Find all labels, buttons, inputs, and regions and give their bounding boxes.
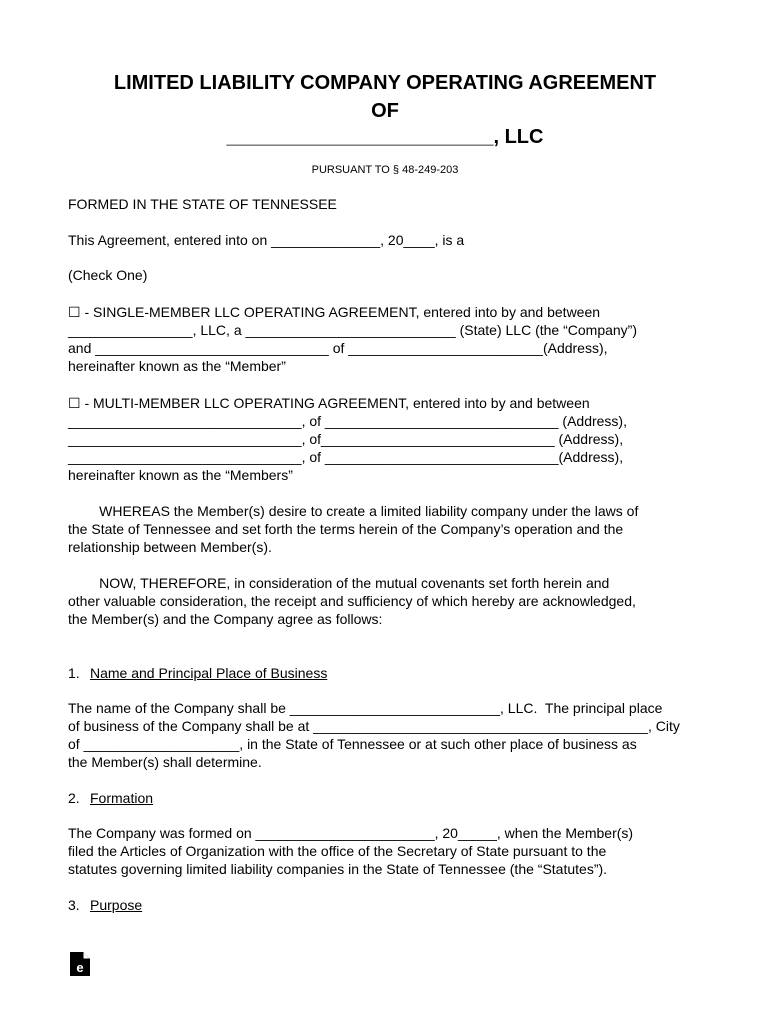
multi-member-line-4: ______________________________, of ______________________________(Address), [68, 449, 624, 465]
section-body-line: of ____________________, in the State of Tennessee or at such other place of business as [68, 736, 637, 752]
statute-reference: PURSUANT TO § 48-249-203 [311, 164, 459, 176]
check-one-label: (Check One) [68, 267, 148, 283]
section-body-line: statutes governing limited liability companies in the State of Tennessee (the “Statutes”). [68, 861, 608, 877]
section-heading: Name and Principal Place of Business [90, 665, 328, 681]
whereas-line-3: relationship between Member(s). [68, 539, 272, 555]
single-member-line-2: ________________, LLC, a ___________________________ (State) LLC (the “Company”) [68, 322, 638, 338]
agreement-date-line: This Agreement, entered into on ______________, 20____, is a [68, 232, 465, 248]
section-body-line: filed the Articles of Organization with the office of the Secretary of State pursuant to the [68, 843, 607, 859]
multi-member-line-5: hereinafter known as the “Members” [68, 467, 293, 483]
formed-state-line: FORMED IN THE STATE OF TENNESSEE [68, 196, 337, 212]
single-member-line-4: hereinafter known as the “Member” [68, 358, 286, 374]
now-therefore-line-2: other valuable consideration, the receipt and sufficiency of which hereby are acknowledged, [68, 593, 636, 609]
eforms-logo-icon [69, 951, 91, 977]
section-number: 3. [68, 897, 80, 913]
section-number: 2. [68, 790, 80, 806]
section-body-line: The Company was formed on _______________________, 20_____, when the Member(s) [68, 825, 634, 841]
whereas-line-2: the State of Tennessee and set forth the terms herein of the Company’s operation and the [68, 521, 624, 537]
svg-text:e: e [76, 960, 84, 975]
section-body-line: of business of the Company shall be at ___________________________________________, City [68, 718, 680, 734]
document-title-company-name: ________________________, LLC [226, 126, 544, 148]
section-number: 1. [68, 665, 80, 681]
multi-member-line-2: ______________________________, of ______________________________ (Address), [68, 413, 627, 429]
section-heading: Formation [90, 790, 154, 806]
now-therefore-line-3: the Member(s) and the Company agree as follows: [68, 611, 383, 627]
multi-member-option[interactable]: ☐ - MULTI-MEMBER LLC OPERATING AGREEMENT, entered into by and between [68, 395, 590, 411]
document-title-line-1: LIMITED LIABILITY COMPANY OPERATING AGREEMENT [113, 72, 657, 94]
document-title-line-2: OF [371, 100, 399, 122]
section-body-line: The name of the Company shall be ___________________________, LLC. The principal place [68, 700, 663, 716]
section-body-line: the Member(s) shall determine. [68, 754, 262, 770]
whereas-line-1: WHEREAS the Member(s) desire to create a limited liability company under the laws of [68, 503, 639, 519]
multi-member-line-3: ______________________________, of______________________________ (Address), [68, 431, 624, 447]
single-member-option[interactable]: ☐ - SINGLE-MEMBER LLC OPERATING AGREEMENT, entered into by and between [68, 304, 601, 320]
single-member-line-3: and ______________________________ of _________________________(Address), [68, 340, 608, 356]
now-therefore-line-1: NOW, THEREFORE, in consideration of the mutual covenants set forth herein and [68, 575, 610, 591]
section-heading: Purpose [90, 897, 143, 913]
